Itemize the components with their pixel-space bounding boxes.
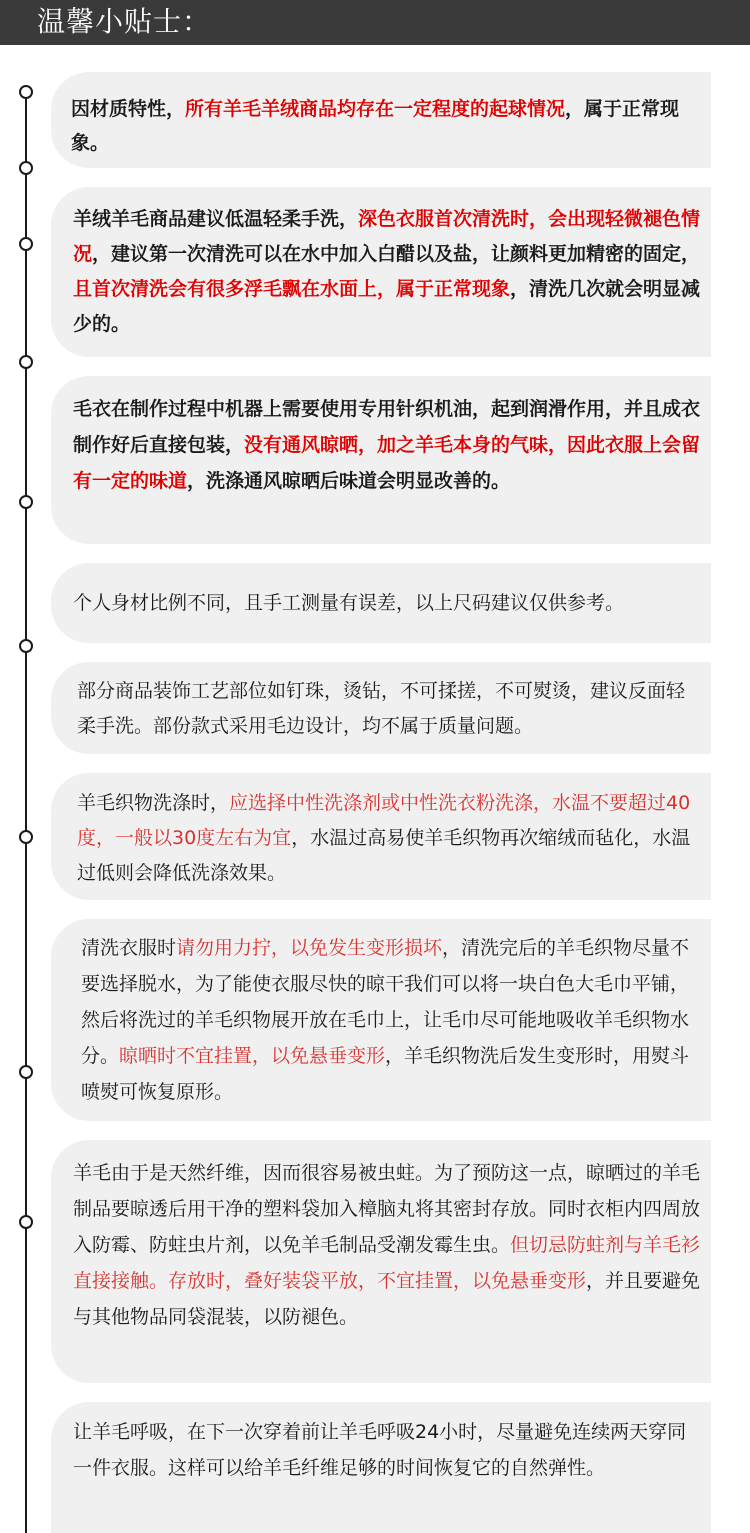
tip-segment: ，建议第一次清洗可以在水中加入白醋以及盐，让颜料更加精密的固定， bbox=[92, 243, 701, 265]
timeline-dot bbox=[19, 495, 33, 509]
tip-card-3 bbox=[51, 376, 711, 544]
tip-card-9 bbox=[51, 1402, 711, 1533]
tip-card-6 bbox=[51, 773, 711, 900]
timeline-dot bbox=[19, 639, 33, 653]
timeline-dot bbox=[19, 355, 33, 369]
tip-segment-highlight: 但切忌防蛀剂与羊毛衫直接接触。存放时，叠好装袋平放，不宜挂置，以免悬垂变形 bbox=[73, 1234, 701, 1292]
tip-segment-highlight: 且首次清洗会有很多浮毛飘在水面上，属于正常现象 bbox=[73, 278, 511, 300]
tip-segment: ，清洗几次就会明显减少的。 bbox=[73, 278, 701, 335]
timeline-line bbox=[25, 92, 27, 1533]
tip-segment: ，属于正常现象。 bbox=[71, 98, 680, 154]
tip-segment: ，清洗完后的羊毛织物尽量不要选择脱水，为了能使衣服尽快的晾干我们可以将一块白色大毛巾平铺，然后将洗过的羊毛织物展开放在毛巾上，让毛巾尽可能地吸收羊毛织物水分。 bbox=[81, 937, 690, 1067]
tip-segment: 个人身材比例不同，且手工测量有误差，以上尺码建议仅供参考。 bbox=[73, 592, 625, 614]
tip-text bbox=[77, 786, 701, 891]
tip-segment: ，水温过高易使羊毛织物再次缩绒而毡化，水温过低则会降低洗涤效果。 bbox=[77, 827, 691, 884]
tip-segment: 羊绒羊毛商品建议低温轻柔手洗， bbox=[73, 208, 359, 230]
tip-segment-highlight: 晾晒时不宜挂置，以免悬垂变形 bbox=[119, 1045, 386, 1067]
tip-card-2 bbox=[51, 187, 711, 357]
tip-text bbox=[77, 674, 701, 744]
tip-segment-highlight: 所有羊毛羊绒商品均存在一定程度的起球情况 bbox=[185, 98, 566, 120]
tip-text bbox=[81, 930, 701, 1110]
timeline-dot bbox=[19, 1065, 33, 1079]
tip-segment: 清洗衣服时 bbox=[81, 937, 177, 959]
tip-segment-highlight: 深色衣服首次清洗时，会出现轻微褪色情况 bbox=[73, 208, 701, 265]
tip-segment-highlight: 没有通风晾晒，加之羊毛本身的气味，因此衣服上会留有一定的味道 bbox=[73, 434, 701, 492]
timeline-dot bbox=[19, 1215, 33, 1229]
tip-card-7 bbox=[51, 919, 711, 1121]
tip-card-8 bbox=[51, 1140, 711, 1383]
header-bar bbox=[0, 0, 750, 45]
tip-segment: ，并且要避免与其他物品同袋混装，以防褪色。 bbox=[73, 1270, 701, 1328]
tip-card-1 bbox=[51, 72, 711, 168]
tip-segment: 让羊毛呼吸，在下一次穿着前让羊毛呼吸24小时，尽量避免连续两天穿同一件衣服。这样可以给羊毛纤维足够的时间恢复它的自然弹性。 bbox=[73, 1421, 687, 1479]
tip-segment: 毛衣在制作过程中机器上需要使用专用针织机油，起到润滑作用，并且成衣制作好后直接包装， bbox=[73, 398, 701, 456]
tip-text bbox=[73, 202, 701, 342]
timeline-dot bbox=[19, 161, 33, 175]
tip-text bbox=[71, 92, 701, 160]
tip-text bbox=[73, 1414, 701, 1486]
tip-card-4 bbox=[51, 563, 711, 643]
timeline-dot bbox=[19, 237, 33, 251]
tip-segment: 羊毛织物洗涤时， bbox=[77, 792, 230, 814]
tip-segment: 因材质特性， bbox=[71, 98, 186, 120]
tip-text bbox=[73, 391, 701, 499]
tip-segment: 羊毛由于是天然纤维，因而很容易被虫蛀。为了预防这一点，晾晒过的羊毛制品要晾透后用干净的塑料袋加入樟脑丸将其密封存放。同时衣柜内四周放入防霉、防蛀虫片剂，以免羊毛制品受潮发霉生虫。 bbox=[73, 1162, 701, 1256]
tip-segment: ，洗涤通风晾晒后味道会明显改善的。 bbox=[187, 470, 511, 492]
timeline-dot bbox=[19, 85, 33, 99]
tip-text bbox=[73, 585, 701, 621]
tip-text bbox=[73, 1155, 701, 1335]
page-title: 温馨小贴士： bbox=[37, 5, 212, 38]
tip-segment-highlight: 请勿用力拧，以免发生变形损坏 bbox=[176, 937, 443, 959]
timeline-dot bbox=[19, 830, 33, 844]
tip-segment: 部分商品装饰工艺部位如钉珠，烫钻，不可揉搓，不可熨烫，建议反面轻柔手洗。部份款式采用毛边设计，均不属于质量问题。 bbox=[77, 680, 686, 737]
tip-segment: ，羊毛织物洗后发生变形时，用熨斗喷熨可恢复原形。 bbox=[81, 1045, 690, 1103]
tip-card-5 bbox=[51, 662, 711, 754]
tip-segment-highlight: 应选择中性洗涤剂或中性洗衣粉洗涤，水温不要超过40度，一般以30度左右为宜 bbox=[77, 792, 691, 849]
